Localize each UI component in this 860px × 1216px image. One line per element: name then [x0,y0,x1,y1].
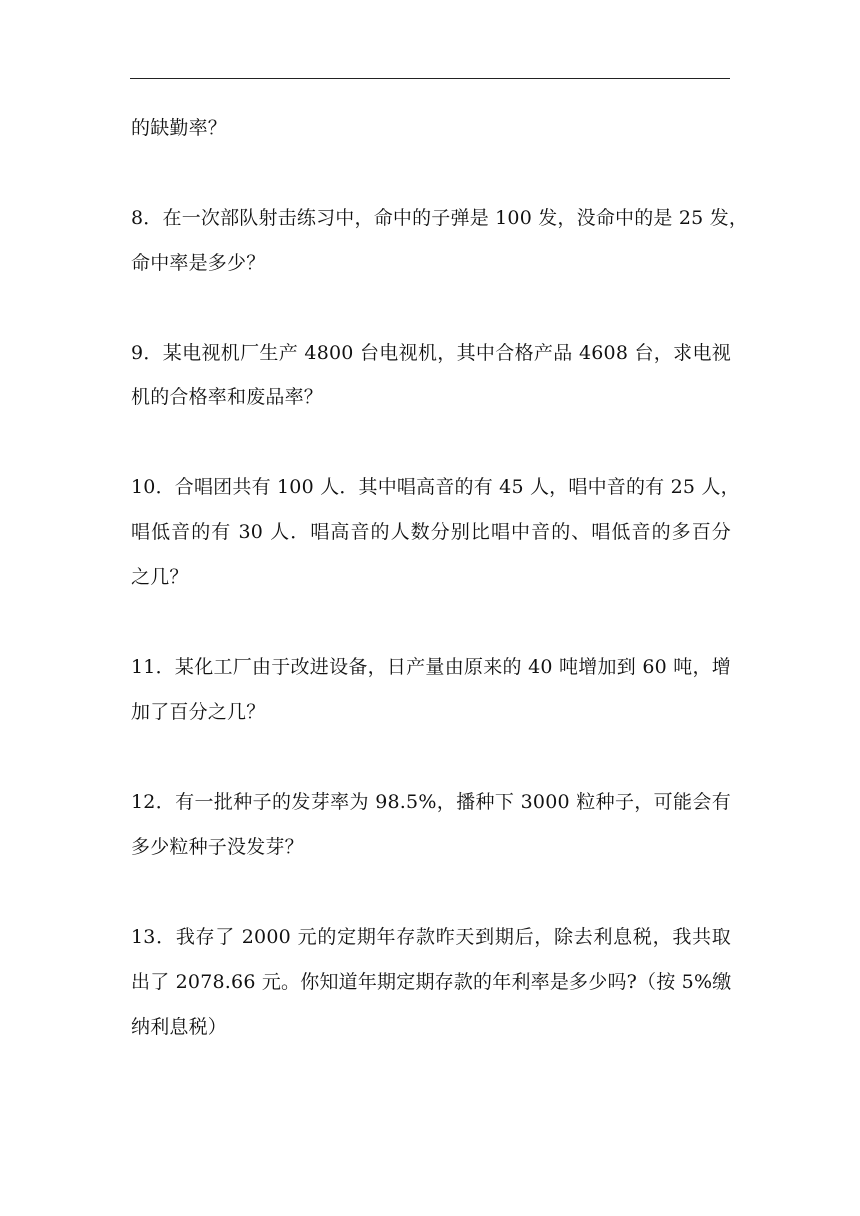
question-9-line-1: 9．某电视机厂生产 4800 台电视机，其中合格产品 4608 台，求电视 [131,342,731,364]
question-12-line-1: 12．有一批种子的发芽率为 98.5%，播种下 3000 粒种子，可能会有 [131,791,731,813]
question-12-line-2: 多少粒种子没发芽？ [131,836,304,858]
question-8-line-1: 8．在一次部队射击练习中，命中的子弹是 100 发，没命中的是 25 发， [131,207,749,229]
question-13-line-1: 13．我存了 2000 元的定期年存款昨天到期后，除去利息税，我共取 [131,926,731,948]
header-rule [130,78,730,79]
question-11-line-2: 加了百分之几？ [131,701,266,723]
question-7-continuation: 的缺勤率？ [131,117,228,139]
question-10-line-1: 10．合唱团共有 100 人．其中唱高音的有 45 人，唱中音的有 25 人， [131,476,740,498]
question-13-line-3: 纳利息税） [131,1016,228,1038]
question-8-line-2: 命中率是多少？ [131,252,266,274]
question-10-line-2: 唱低音的有 30 人．唱高音的人数分别比唱中音的、唱低音的多百分 [131,521,731,543]
question-13-line-2: 出了 2078.66 元。你知道年期定期存款的年利率是多少吗?（按 5%缴 [131,971,732,993]
question-9-line-2: 机的合格率和废品率？ [131,386,324,408]
question-11-line-1: 11．某化工厂由于改进设备，日产量由原来的 40 吨增加到 60 吨，增 [131,656,731,678]
question-10-line-3: 之几？ [131,566,189,588]
